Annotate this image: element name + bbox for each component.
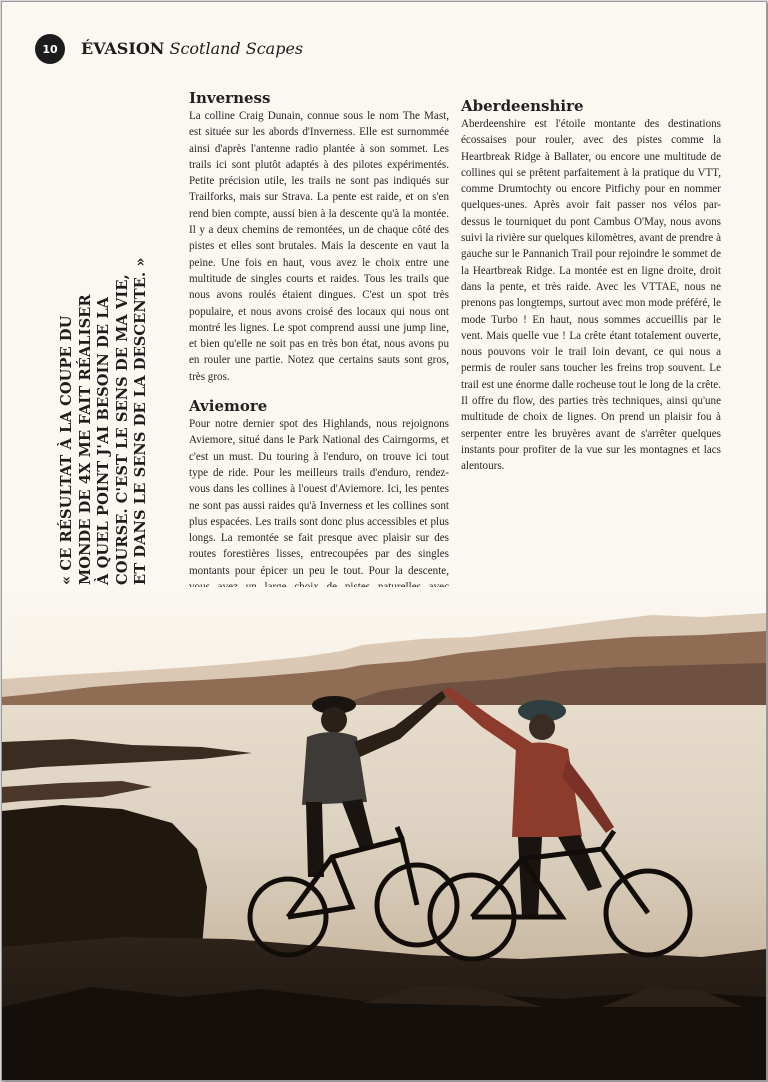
pull-quote-line: ET DANS LE SENS DE LA DESCENTE. » bbox=[132, 257, 149, 585]
pull-quote-line: « CE RÉSULTAT À LA COUPE DU bbox=[58, 315, 75, 585]
section-heading-inverness: Inverness bbox=[189, 89, 271, 107]
section-name: ÉVASION bbox=[81, 39, 165, 58]
article-column-right bbox=[461, 88, 721, 475]
section-body-inverness: La colline Craig Dunain, connue sous le nom The Mast, est située sur les abords d'Inverness. Elle est surnommée ainsi d'après l'antenne radio plantée à son sommet. Les trails ici sont plutôt adaptés à des pilotes expérimentés. Petite précision utile, les trails ne sont pas indiqués sur Trailforks, mais sur Strava. La pente est raide, et on s'en rend bien compte, aussi bien à la descente qu'à la montée. Il y a deux chemins de remontées, un de chaque côté des pistes et elles sont brutales. Mais la descente en vaut la peine. Une fois en haut, vous avez le choix entre une multitude de singles courts et raides. Tous les trails que nous avons roulés étaient dingues. C'est un spot très populaire, et nous avons croisé des locaux qui nous ont montré les lignes. Le spot comprend aussi une jump line, et bien qu'elle ne soit pas en très bon état, nous avons pu en rouler une partie. Notez que certains sauts sont gros, très gros. bbox=[189, 110, 449, 383]
pull-quote-line: À QUEL POINT J'AI BESOIN DE LA bbox=[95, 296, 112, 585]
pull-quote-line: COURSE. C'EST LE SENS DE MA VIE, bbox=[113, 274, 131, 585]
section-body-aviemore: Pour notre dernier spot des Highlands, nous rejoignons Aviemore, situé dans le Park National des Cairngorms, et c'est un must. Du touring à l'enduro, on trouve ici tout type de ride. Pour les meilleurs trails d'enduro, rendez-vous dans les collines à l'ouest d'Aviemore. Ici, les pentes ne sont pas aussi raides qu'à Inverness et les collines sont plus espacées. Les trails sont donc plus accessibles et plus longs. La remontée se fait presque avec plaisir sur des routes forestières lisses, entrecoupées par des singles montants pour épicer un peu le tout. Pour la descente, bbox=[189, 418, 449, 577]
page-number: 10 bbox=[42, 42, 58, 56]
magazine-title: Scotland Scapes bbox=[169, 39, 304, 58]
section-heading-aberdeenshire: Aberdeenshire bbox=[461, 97, 584, 115]
pull-quote-line: MONDE DE 4X ME FAIT RÉALISER bbox=[76, 294, 94, 585]
photo-cyclists-high-five bbox=[2, 587, 766, 1080]
section-body-aberdeenshire: Aberdeenshire est l'étoile montante des destinations écossaises pour rouler, avec des pistes comme la Heartbreak Ridge à Ballater, ou encore une multitude de collines qui se prêtent parfaitement à la pratique du VTT, comme Drumtochty ou encore Pitfichy pour en nommer quelques-unes. Après avoir fait passer nos vélos par-dessus le tourniquet du pont Cambus O'May, nous avons suivi la rivière sur quelques kilomètres, avant de prendre à gauche sur le Pannanich Trail pour rejoindre le sommet de la Heartbreak Ridge. La montée est en ligne droite, droit dans la pente, et très raide. Avec les VTTAE, nous ne prenons pas longtemps, surtout avec mon mode préféré, le mode Turbo ! En haut, nous sommes accueillis par le vent. Mais quelle vue ! La crête étant totalement ouverte, nous pouvons voir le trail loin devant, ce qui nous a permis de rouler sans toucher les freins trop souvent. Le trail est une énorme dalle rocheuse tout le long de la crête. Il offre du flow, des parties très techniques, ainsi qu'une multitude de choix de lignes. On prend un plaisir fou à serpenter entre les bruyères avant de s'arrêter quelques instants pour profiter de la vue sur les montagnes et lacs alentours. bbox=[461, 118, 721, 473]
section-heading-aviemore: Aviemore bbox=[189, 397, 268, 416]
page-number-badge bbox=[35, 34, 65, 64]
running-head bbox=[81, 39, 303, 58]
pull-quote bbox=[58, 145, 151, 585]
magazine-page bbox=[1, 1, 767, 1081]
